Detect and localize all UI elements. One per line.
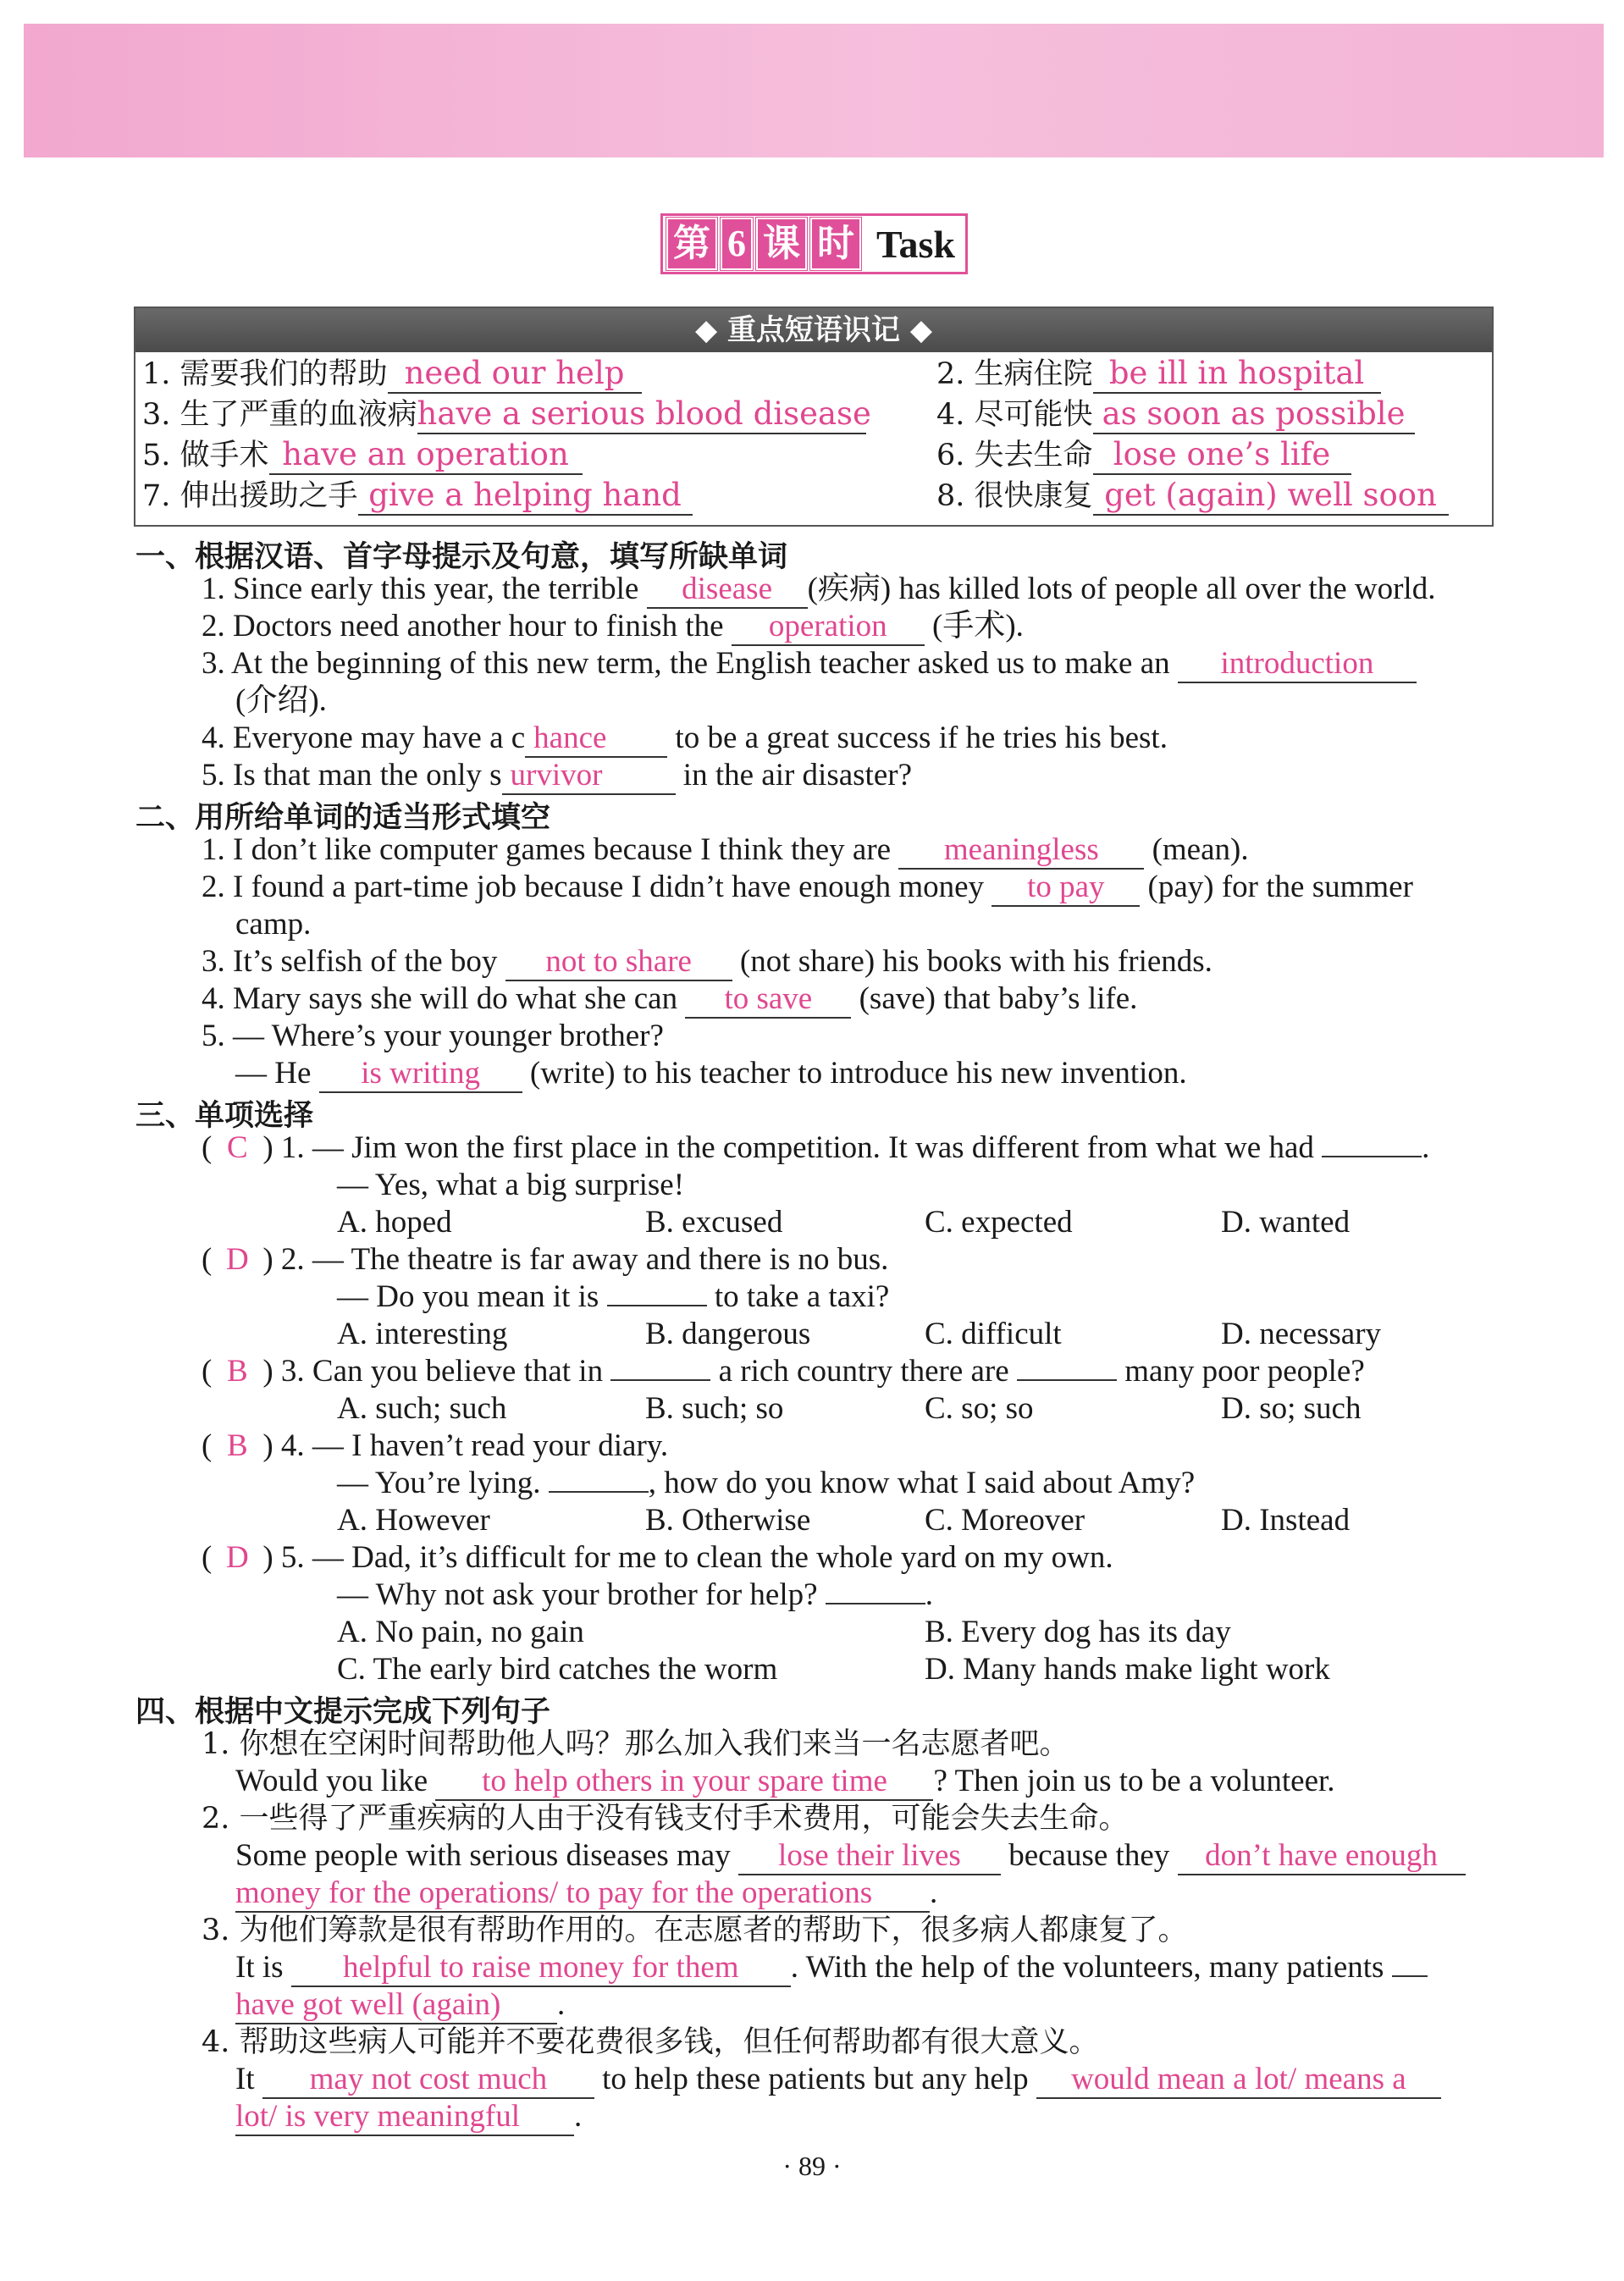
section-4-title: 四、根据中文提示完成下列句子	[135, 1695, 551, 1729]
header-banner	[24, 24, 1604, 157]
s4-answer-4a: may not cost much	[262, 2062, 594, 2099]
s4-question-4-cont: lot/ is very meaningful .	[235, 2098, 582, 2136]
lesson-char: 第	[666, 218, 717, 270]
s2-question-2-cont: camp.	[235, 907, 312, 942]
blank-line	[826, 1603, 925, 1604]
phrase-item: 7. 伸出援助之手 give a helping hand	[142, 476, 693, 516]
phrase-answer: be ill in hospital	[1093, 355, 1381, 394]
phrase-answer: need our help	[388, 355, 642, 394]
mc-option: A. interesting	[337, 1317, 508, 1351]
phrase-item: 5. 做手术 have an operation	[142, 435, 583, 476]
lesson-number: 6	[721, 218, 753, 270]
phrase-item: 4. 尽可能快 as soon as possible	[936, 395, 1415, 435]
mc-option: B. excused	[645, 1205, 783, 1240]
mc-question-5: ( D ) 5. — Dad, it’s difficult for me to clean the whole yard on my own.	[202, 1540, 1113, 1575]
s1-question-4: 4. Everyone may have a c hance to be a great success if he tries his best.	[202, 720, 1168, 758]
s4-answer-1: to help others in your spare time	[435, 1764, 933, 1801]
phrase-item: 3. 生了严重的血液病have a serious blood disease	[142, 395, 866, 435]
mc-option: D. necessary	[1221, 1317, 1382, 1351]
mc-answer: D	[225, 1540, 249, 1575]
s1-answer-4: hance	[525, 721, 667, 758]
s2-question-5-reply: — He is writing (write) to his teacher to introduce his new invention.	[235, 1055, 1187, 1093]
s1-question-5: 5. Is that man the only s urvivor in the air disaster?	[202, 757, 912, 795]
mc-answer: B	[226, 1428, 248, 1463]
mc-question-3: ( B ) 3. Can you believe that in a rich country there are many poor people?	[202, 1354, 1365, 1389]
mc-option: C. The early bird catches the worm	[337, 1652, 778, 1687]
s4-question-4-cn: 4. 帮助这些病人可能并不要花费很多钱，但任何帮助都有很大意义。	[202, 2025, 1099, 2059]
s4-answer-2b: don’t have enough	[1178, 1838, 1466, 1875]
mc-option: D. Instead	[1221, 1503, 1351, 1538]
phrase-answer: as soon as possible	[1093, 395, 1415, 434]
s4-answer-3a: helpful to raise money for them	[291, 1950, 791, 1987]
mc-answer: B	[226, 1354, 248, 1389]
section-3-title: 三、单项选择	[135, 1099, 314, 1133]
s2-answer-4: to save	[685, 981, 851, 1019]
s4-answer-4b-cont: lot/ is very meaningful	[235, 2099, 574, 2136]
section-1-title: 一、根据汉语、首字母提示及句意，填写所缺单词	[135, 540, 788, 574]
s2-answer-2: to pay	[992, 870, 1140, 907]
blank-line	[607, 1305, 707, 1306]
s1-question-3-cont: (介绍).	[235, 683, 327, 718]
s2-question-4: 4. Mary says she will do what she can to save (save) that baby’s life.	[202, 980, 1137, 1019]
mc-question-4-reply: — You’re lying. , how do you know what I said about Amy?	[337, 1466, 1196, 1500]
lesson-char: 时	[810, 218, 861, 270]
mc-option: B. Every dog has its day	[925, 1615, 1231, 1649]
s1-answer-2: operation	[732, 609, 925, 646]
s2-question-1: 1. I don’t like computer games because I think they are meaningless (mean).	[202, 831, 1249, 870]
mc-answer: D	[225, 1242, 249, 1277]
mc-option: C. difficult	[925, 1317, 1062, 1351]
mc-question-2: ( D ) 2. — The theatre is far away and there is no bus.	[202, 1242, 889, 1277]
s4-answer-4b: would mean a lot/ means a	[1036, 2062, 1441, 2099]
s1-answer-5: urvivor	[502, 758, 676, 795]
s4-answer-2a: lose their lives	[738, 1838, 1001, 1875]
phrase-item: 8. 很快康复 get (again) well soon	[936, 476, 1449, 516]
blank-line	[1017, 1379, 1117, 1381]
s1-answer-1: disease	[647, 572, 808, 609]
s2-question-5: 5. — Where’s your younger brother?	[202, 1019, 664, 1053]
mc-option: A. No pain, no gain	[337, 1615, 584, 1649]
s4-question-2-cn: 2. 一些得了严重疾病的人由于没有钱支付手术费用，可能会失去生命。	[202, 1802, 1129, 1836]
s4-question-3: It is helpful to raise money for them . With the help of the volunteers, many patients	[235, 1949, 1428, 1987]
mc-option: C. Moreover	[925, 1503, 1085, 1538]
s2-question-2: 2. I found a part-time job because I didn’t have enough money to pay (pay) for the summer	[202, 869, 1413, 907]
mc-option: A. hoped	[337, 1205, 452, 1240]
mc-option: D. Many hands make light work	[925, 1652, 1330, 1687]
mc-option: D. so; such	[1221, 1391, 1362, 1426]
mc-question-4: ( B ) 4. — I haven’t read your diary.	[202, 1428, 669, 1463]
s1-question-2: 2. Doctors need another hour to finish the operation (手术).	[202, 608, 1024, 646]
blank-line	[610, 1379, 710, 1381]
mc-question-5-reply: — Why not ask your brother for help? .	[337, 1577, 934, 1612]
phrase-answer: have a serious blood disease	[417, 395, 866, 434]
key-phrases-box	[134, 307, 1494, 527]
mc-option: A. such; such	[337, 1391, 507, 1426]
phrase-answer: have an operation	[269, 436, 583, 475]
s4-question-3-cont: have got well (again) .	[235, 1986, 565, 2024]
phrase-item: 6. 失去生命 lose one’s life	[936, 435, 1351, 476]
s4-question-3-cn: 3. 为他们筹款是很有帮助作用的。在志愿者的帮助下，很多病人都康复了。	[202, 1914, 1188, 1947]
phrase-answer: get (again) well soon	[1093, 477, 1449, 516]
lesson-title	[660, 213, 968, 274]
s4-answer-2b-cont: money for the operations/ to pay for the operations	[235, 1875, 930, 1913]
s1-answer-3: introduction	[1178, 646, 1417, 683]
mc-option: C. expected	[925, 1205, 1073, 1240]
blank-line	[1322, 1156, 1422, 1157]
section-2-title: 二、用所给单词的适当形式填空	[135, 801, 551, 835]
mc-option: B. such; so	[645, 1391, 784, 1426]
mc-question-2-reply: — Do you mean it is to take a taxi?	[337, 1279, 890, 1314]
mc-option: D. wanted	[1221, 1205, 1351, 1240]
mc-option: C. so; so	[925, 1391, 1034, 1426]
mc-option: B. Otherwise	[645, 1503, 811, 1538]
s2-question-3: 3. It’s selfish of the boy not to share (not share) his books with his friends.	[202, 943, 1212, 981]
s2-answer-3: not to share	[505, 944, 732, 981]
page-number: · 89 ·	[782, 2151, 842, 2181]
s1-question-1: 1. Since early this year, the terrible disease (疾病) has killed lots of people all over the world.	[202, 571, 1435, 609]
s4-question-1-cn: 1. 你想在空闲时间帮助他人吗？那么加入我们来当一名志愿者吧。	[202, 1727, 1069, 1761]
mc-answer: C	[226, 1130, 248, 1165]
s4-answer-3b: have got well (again)	[235, 1987, 557, 2024]
s2-answer-5: is writing	[319, 1056, 522, 1093]
lesson-char: 课	[756, 218, 807, 270]
blank-line	[549, 1491, 649, 1493]
s4-question-2-cont: money for the operations/ to pay for the operations .	[235, 1875, 937, 1913]
s4-question-4: It may not cost much to help these patients but any help would mean a lot/ means a	[235, 2061, 1441, 2099]
s2-answer-1: meaningless	[898, 832, 1144, 870]
phrase-answer: lose one’s life	[1093, 436, 1351, 475]
key-phrases-grid	[135, 352, 1492, 525]
s4-question-1: Would you like to help others in your spare time ? Then join us to be a volunteer.	[235, 1763, 1335, 1801]
mc-question-1: ( C ) 1. — Jim won the first place in the competition. It was different from what we had .	[202, 1130, 1430, 1165]
mc-option: B. dangerous	[645, 1317, 811, 1351]
mc-question-1-reply: — Yes, what a big surprise!	[337, 1168, 685, 1202]
s4-question-2: Some people with serious diseases may lose their lives because they don’t have enough	[235, 1837, 1466, 1875]
blank-line	[1392, 1975, 1428, 1977]
phrase-answer: give a helping hand	[358, 477, 693, 516]
phrase-item: 2. 生病住院 be ill in hospital	[936, 354, 1381, 395]
key-phrases-title: ◆ 重点短语识记 ◆	[135, 308, 1492, 352]
phrase-item: 1. 需要我们的帮助 need our help	[142, 354, 642, 395]
s1-question-3: 3. At the beginning of this new term, the English teacher asked us to make an introduction	[202, 645, 1417, 683]
mc-option: A. However	[337, 1503, 490, 1538]
lesson-suffix: Task	[876, 222, 955, 266]
